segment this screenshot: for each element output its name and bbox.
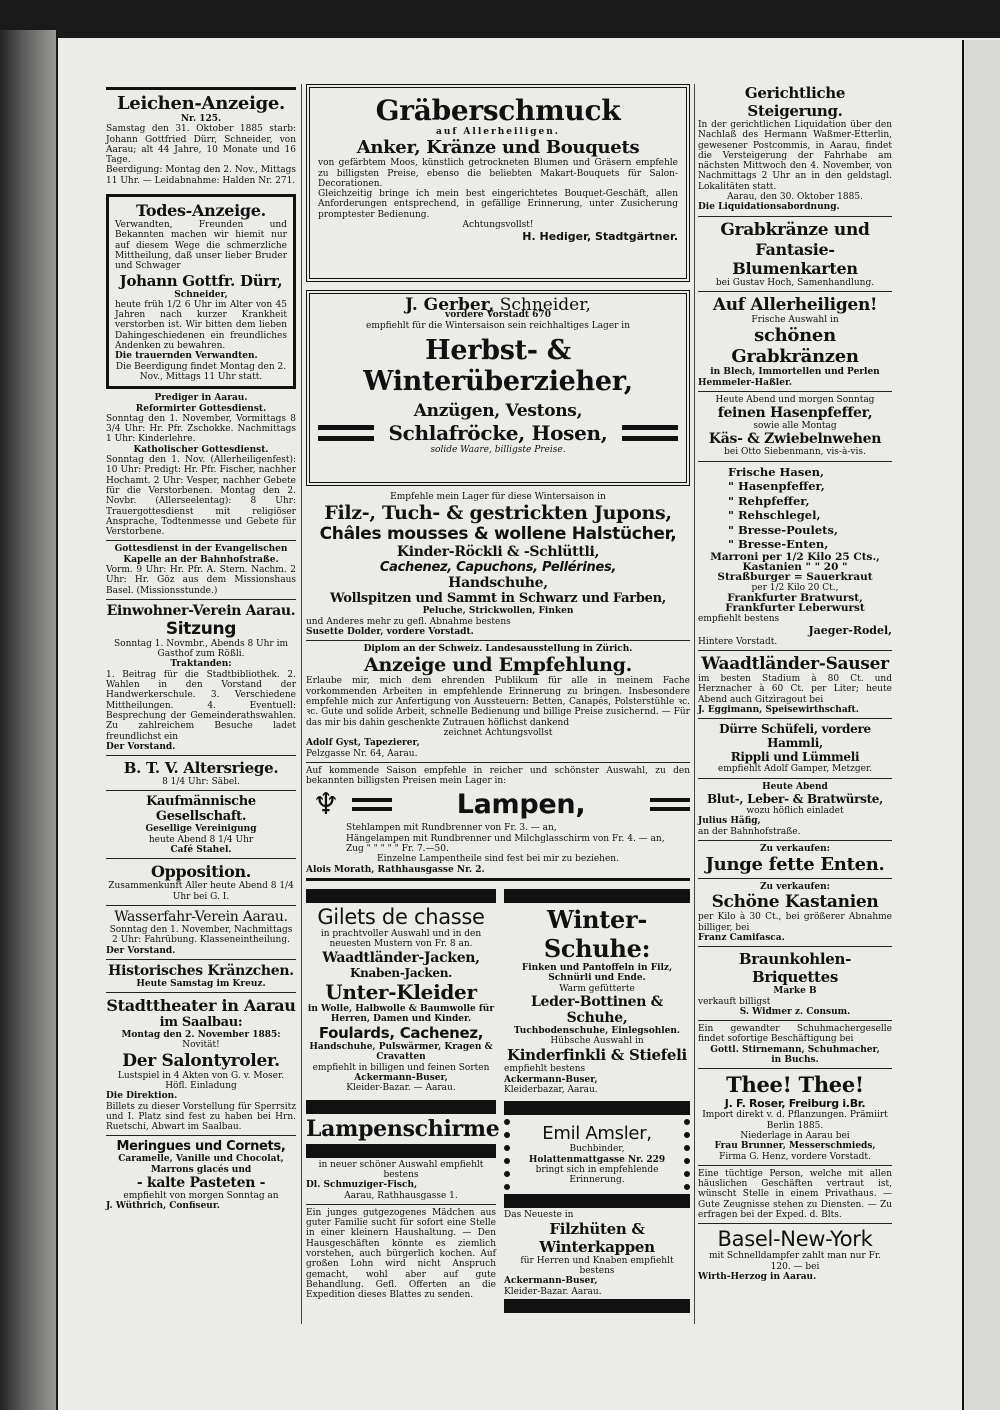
basel-sign: Wirth-Herzog in Aarau. — [698, 1271, 817, 1282]
gerber-intro: empfiehlt für die Wintersaison sein reichhaltiges Lager in — [366, 320, 630, 331]
gesell-sign: Gottl. Stirnemann, Schuhmacher, — [710, 1044, 880, 1055]
thee-sign: Frau Brunner, Messerschmieds, — [714, 1141, 876, 1152]
pfeffer-l3: Käs- & Zwiebelnwehen — [708, 431, 882, 448]
jaeger-l9: Straßburger = Sauerkraut — [717, 571, 873, 584]
gilets-l7: empfiehlt in billigen und feinen Sorten — [312, 1062, 490, 1073]
gilets-sign: Ackermann-Buser, — [354, 1073, 448, 1084]
gerber-deco-right — [622, 425, 678, 441]
gyst-text: Erlaube mir, mich dem ehrenden Publikum für alle in meinem Fache vorkommenden Arbeiten in empfehlende Erinnerung zu bringen. Insbesondere empfehle mich zur Anfertigung von Aussteuern: Betten, Canapés, Polsterstühle ꝛc. ꝛc. Gute und solide Arbeit, schnelle Bedienung und billige Preise zusichernd. — Für das mir bis dahin geschenkte Zutrauen höflichst dankend — [306, 676, 690, 728]
pfeffer-text: Heute Abend und morgen Sonntag — [715, 394, 875, 405]
schuhe-l5: Hübsche Auswahl in — [550, 1036, 644, 1047]
schuhe-ad — [504, 887, 690, 1315]
verein-when: Sonntag 1. Novmbr., Abends 8 Uhr im Gasthof zum Rößli. — [114, 638, 288, 660]
dolder-l4: Cachenez, Capuchons, Pellérines, — [379, 560, 617, 576]
graber-text: von gefärbtem Moos, künstlich getrockneten Blumen und Gräsern empfehle zu billigsten Preise, ebenso die beliebten Makart-Bouquets für Salon-Decorationen. — [318, 158, 678, 189]
graber-sub: auf Allerheiligen. — [436, 127, 560, 137]
dolder-l2: Châles mousses & wollene Halstücher, — [319, 524, 677, 545]
lampen-l1: Stehlampen mit Rundbrenner von Fr. 3. — an, — [346, 823, 557, 834]
oppo-title: Opposition. — [150, 862, 252, 882]
wurst-l1: Blut-, Leber- & Bratwürste, — [706, 791, 884, 806]
wasser-title: Wasserfahr-Verein Aarau. — [114, 908, 288, 925]
pfeffer-l2: sowie alle Montag — [753, 421, 837, 432]
verein-items: 1. Beitrag für die Stadtbibliothek. 2. Wahlen in den Vorstand der Handwerkerschule. 3. Verschiedene Mittheilungen. 4. Eventuell: Besprechung der Gemeinderathswahlen. Zu zahlreichem Besuche ladet freundlichst ein — [106, 669, 296, 742]
sauser-title: Waadtländer-Sauser — [701, 654, 889, 675]
church-evangelical-text: Vorm. 9 Uhr: Hr. Pfr. A. Stern. Nachm. 2 Uhr: Hr. Göz aus dem Missionshaus Basel. (Missionsstunde.) — [106, 564, 296, 596]
wurst-l0: Heute Abend — [762, 781, 828, 792]
church-catholic-text: Sonntag den 1. Nov. (Allerheiligenfest): 10 Uhr: Predigt: Hr. Pfr. Fischer, nachher Hochamt. 2 Uhr: Vesper, nachher Gebete für die Verstorbenen. Montag den 2. Novbr. (Allerseelentag): 8 Uhr: Trauergottesdienst mit religiöser Ansprache, Todtenmesse und Gebete für Verstorbene. — [106, 455, 296, 538]
gerber-name: J. Gerber, — [405, 295, 495, 315]
magd-text: Ein junges gutgezogenes Mädchen aus guter Familie sucht für sofort eine Stelle in einer kleinern Haushaltung. — Den Hausgeschäften könnte es ziemlich vorstehen, auch bürgerlich kochen. Auf großen Lohn wird nicht Anspruch gemacht, wohl aber auf gute Behandlung. Gefl. Offerten an die Expedition dieses Blattes zu senden. — [306, 1207, 496, 1301]
amsler-addr: Holattenmattgasse Nr. 229 — [528, 1154, 666, 1165]
kast-l0: Zu verkaufen: — [759, 882, 831, 893]
filz-addr: Kleider-Bazar. Aarau. — [504, 1286, 602, 1297]
church-evangelical: Gottesdienst in der Evangelischen Kapelle an der Bahnhofstraße. — [114, 544, 288, 565]
church-reformed-text: Sonntag den 1. November, Vormittags 8 3/4 Uhr: Hr. Pfr. Zschokke. Nachmittags 1 Uhr: Kinderlehre. — [106, 413, 296, 445]
graber-sign: H. Hediger, Stadtgärtner. — [522, 230, 678, 244]
jaeger-l8: Kastanien " " 20 " — [742, 561, 848, 574]
brik-sign: S. Widmer z. Consum. — [739, 1006, 851, 1017]
jaeger-addr: Hintere Vorstadt. — [698, 636, 778, 647]
church-title: Prediger in Aarau. — [154, 393, 248, 404]
dolder-sign: Susette Dolder, vordere Vorstadt. — [306, 626, 474, 637]
gilets-title: Gilets de chasse — [317, 904, 485, 929]
jaeger-l13: empfiehlt bestens — [698, 613, 780, 624]
lampen-ad — [306, 766, 690, 875]
schuhe-l7: empfiehlt bestens — [504, 1064, 586, 1075]
filz-text: für Herren und Knaben empfiehlt bestens — [520, 1255, 674, 1277]
death-notice-role: Schneider, — [174, 289, 228, 300]
schuhe-l1: Finken und Pantoffeln in Filz, Schnürli und Ende. — [521, 962, 673, 984]
schirme-addr: Aarau, Rathhausgasse 1. — [344, 1190, 458, 1201]
hist-text: Heute Samstag im Kreuz. — [136, 978, 266, 989]
thee-title: Thee! Thee! — [726, 1072, 864, 1098]
pfeffer-l1: feinen Hasenpfeffer, — [717, 405, 873, 422]
death-notice-sign: Die trauernden Verwandten. — [115, 351, 258, 362]
dolder-ad — [306, 492, 690, 637]
column-right — [698, 84, 892, 1282]
obituary-body: Samstag den 31. Oktober 1885 starb: Johann Gottfried Dürr, Schneider, von Aarau; alt 44 Jahre, 10 Monate und 16 Tage. — [106, 124, 296, 166]
hist-title: Historisches Kränzchen. — [108, 962, 294, 979]
enten-l0: Zu verkaufen: — [759, 843, 831, 854]
jaeger-l1: Frische Hasen, — [728, 464, 825, 479]
dolder-l8: und Anderes mehr zu gefl. Abnahme bestens — [306, 616, 511, 627]
gerber-ad — [306, 290, 690, 486]
column-middle — [306, 84, 690, 1315]
filz-intro: Das Neueste in — [504, 1209, 574, 1220]
gamper-l1: Dürre Schüfeli, vordere Hammli, — [719, 722, 871, 751]
jaeger-l10: per 1/2 Kilo 20 Ct., — [751, 582, 839, 593]
gilets-l3: Unter-Kleider — [325, 979, 477, 1004]
brik-sub: Marke B — [773, 986, 817, 997]
jaeger-list — [698, 465, 892, 552]
lampen-sign: Alois Morath, Rathhausgasse Nr. 2. — [306, 864, 485, 875]
allerh-sign: Hemmeler-Haßler. — [698, 377, 792, 388]
gyst-title: Anzeige und Empfehlung. — [364, 654, 632, 677]
mering-text: empfiehlt von morgen Sonntag an — [123, 1191, 279, 1202]
kauf-title: Kaufmännische Gesellschaft. — [146, 794, 256, 825]
jaeger-l3: " Rehpfeffer, — [728, 493, 810, 508]
basel-title: Basel-New-York — [717, 1227, 873, 1252]
thee-sub: J. F. Roser, Freiburg i.Br. — [724, 1097, 866, 1111]
death-notice — [106, 194, 296, 389]
schuhe-l2: Warm gefütterte — [559, 983, 635, 994]
gesell-addr: in Buchs. — [771, 1055, 819, 1066]
gericht-text: In der gerichtlichen Liquidation über den Nachlaß des Hermann Waßmer-Etterlin, gewesener Postcommis, in Aarau, findet die Versteigerung der Fahrhabe am nächsten Mittwoch den 4. November, von Nachmittags 2 Uhr an in den geldstagl. Lokalitäten statt. — [698, 120, 892, 192]
schuhe-sign: Ackermann-Buser, — [504, 1074, 598, 1085]
lampen-l3: Zug " " " " " Fr. 7.—50. — [346, 844, 449, 855]
verein-sitzung: Sitzung — [165, 618, 237, 639]
lampen-l4: Einzelne Lampentheile sind fest bei mir zu beziehen. — [377, 854, 619, 865]
gyst-sign: Adolf Gyst, Tapezierer, — [306, 738, 420, 749]
gilets-l1: Waadtländer-Jacken, — [322, 949, 480, 966]
allerh-l2: in Blech, Immortellen und Perlen — [710, 367, 880, 378]
gerber-foot: solide Waare, billigste Preise. — [430, 444, 566, 455]
jaeger-l6: " Bresse-Enten, — [728, 537, 829, 552]
death-notice-intro: Verwandten, Freunden und Bekannten machen wir hiemit nur auf diesem Wege die schmerzliche Mittheilung, daß unser lieber Bruder und Schwager — [115, 220, 287, 272]
gilets-l5: Foulards, Cachenez, — [318, 1024, 484, 1043]
gyst-addr: Pelzgasse Nr. 64, Aarau. — [306, 748, 418, 759]
death-notice-body: heute früh 1/2 6 Uhr im Alter von 45 Jahren nach kurzer Krankheit verstorben ist. Wir bitten dem lieben Dahingeschiedenen ein freundliches Andenken zu bewahren. — [115, 299, 287, 352]
graber-ad — [306, 84, 690, 282]
wurst-addr: an der Bahnhofstraße. — [698, 826, 801, 837]
mering-items: Caramelle, Vanille und Chocolat, Marrons glacés und — [118, 1154, 284, 1175]
gerber-line3: Schlafröcke, Hosen, — [388, 420, 608, 445]
gericht-title: Gerichtliche Steigerung. — [744, 84, 846, 120]
gamper-sign: empfiehlt Adolf Gamper, Metzger. — [717, 764, 873, 775]
theater-novitaet: Novität! — [182, 1040, 220, 1051]
kast-title: Schöne Kastanien — [711, 892, 879, 913]
amsler-sub: Buchbinder, — [569, 1144, 625, 1155]
gerber-role: Schneider, — [499, 295, 591, 315]
thee-text2: Niederlage in Aarau bei — [740, 1130, 850, 1141]
jaeger-l4: " Rehschlegel, — [728, 508, 821, 523]
gamper-l2: Rippli und Lümmeli — [730, 750, 860, 765]
gyst-diplom: Diplom an der Schweiz. Landesausstellung in Zürich. — [363, 644, 633, 655]
wasser-text: Sonntag den 1. November, Nachmittags 2 Uhr: Fahrübung. Klasseneintheilung. — [109, 924, 293, 946]
dolder-l1: Filz-, Tuch- & gestrickten Jupons, — [324, 502, 672, 525]
wurst-sign: Julius Häfig, — [698, 816, 761, 827]
amsler-ad — [504, 1119, 690, 1189]
next-page-edge — [962, 40, 1000, 1410]
filz-sign: Ackermann-Buser, — [504, 1276, 598, 1287]
theater-sign: Die Direktion. — [106, 1091, 178, 1102]
theater-date: Montag den 2. November 1885: — [121, 1030, 281, 1041]
lampen-title: Lampen, — [456, 789, 586, 821]
kast-sign: Franz Camifasca. — [698, 932, 785, 943]
dolder-l5: Handschuhe, — [448, 575, 548, 592]
schirme-sign: Dl. Schmuziger-Fisch, — [306, 1180, 418, 1191]
column-divider-2 — [694, 84, 695, 1324]
filz-title: Filzhüten & Winterkappen — [539, 1219, 655, 1256]
schuhe-title: Winter-Schuhe: — [543, 904, 651, 963]
mering-sign: J. Wüthrich, Confiseur. — [106, 1201, 220, 1212]
theater-title: Stadttheater in Aarau — [106, 996, 296, 1016]
death-notice-title: Todes-Anzeige. — [136, 201, 266, 221]
church-catholic: Katholischer Gottesdienst. — [133, 444, 269, 455]
grab-l1: Grabkränze und — [720, 219, 870, 240]
btv-title: B. T. V. Altersriege. — [123, 759, 279, 778]
lampen-intro: Auf kommende Saison empfehle in reicher und schönster Auswahl, zu den bekannten billigsten Preisen mein Lager in: — [306, 765, 690, 787]
schuhe-l6: Kinderfinkli & Stiefeli — [507, 1046, 687, 1065]
gilets-l4: in Wolle, Halbwolle & Baumwolle für Herren, Damen und Kinder. — [307, 1003, 495, 1024]
mering-kalte: - kalte Pasteten - — [136, 1175, 266, 1192]
schirme-text: in neuer schöner Auswahl empfiehlt bestens — [318, 1159, 484, 1180]
jaeger-l5: " Bresse-Poulets, — [728, 522, 838, 537]
schuhe-l4: Tuchbodenschuhe, Einlegsohlen. — [513, 1025, 681, 1036]
jaeger-l2: " Hasenpfeffer, — [728, 479, 825, 494]
jaeger-l7: Marroni per 1/2 Kilo 25 Cts., — [710, 550, 880, 563]
sauser-sign: J. Eggimann, Speisewirthschaft. — [698, 705, 859, 716]
death-notice-name: Johann Gottfr. Dürr, — [119, 271, 283, 290]
kauf-sub: Gesellige Vereinigung — [145, 824, 257, 835]
schuhe-addr: Kleiderbazar, Aarau. — [504, 1085, 598, 1096]
sauser-text: im besten Stadium à 80 Ct. und Herznacher à 60 Ct. per Liter; heute Abend auch Gitzìragout bei — [698, 674, 892, 705]
lampen-deco-left — [352, 798, 392, 811]
schirme-title: Lampenschirme — [306, 1115, 500, 1142]
thee-addr: Firma G. Henz, vordere Vorstadt. — [719, 1151, 871, 1162]
jaeger-sign: Jaeger-Rodel, — [808, 623, 892, 637]
theater-tickets: Billets zu dieser Vorstellung für Sperrsitz und I. Platz sind fest zu haben bei Hrn. Ruetschi, Abwart im Saalbau. — [106, 1101, 296, 1133]
wasser-sign: Der Vorstand. — [106, 945, 176, 956]
lampen-l2: Hängelampen mit Rundbrenner und Milchglasschirm von Fr. 4. — an, — [346, 833, 665, 844]
gerber-line2: Anzügen, Vestons, — [413, 400, 583, 421]
amsler-text: bringt sich in empfehlende Erinnerung. — [535, 1164, 659, 1186]
gerber-main: Herbst- & Winterüberzieher, — [363, 334, 633, 397]
dolder-l6: Wollspitzen und Sammt in Schwarz und Farben, — [330, 591, 666, 607]
column-divider-1 — [301, 84, 302, 1324]
person-text: Eine tüchtige Person, welche mit allen häuslichen Geschäften vertraut ist, wünscht Stelle in einem Privathaus. — Gute Zeugnisse stehen zu Diensten. — Zu erfragen bei der Exped. d. Blts. — [698, 1168, 892, 1221]
verein-title: Einwohner-Verein Aarau. — [106, 602, 296, 619]
book-binding-edge — [0, 30, 56, 1410]
column-left — [106, 84, 296, 1212]
brik-title: Braunkohlen-Briquettes — [738, 950, 852, 987]
allerh-l1: schönen Grabkränzen — [731, 325, 859, 368]
gilets-l6: Handschuhe, Pulswärmer, Kragen & Cravatten — [309, 1042, 493, 1063]
theater-sub: im Saalbau: — [159, 1015, 243, 1031]
kauf-text: heute Abend 8 1/4 Uhr — [148, 834, 254, 845]
dolder-l3: Kinder-Röckli & -Schlüttli, — [396, 544, 600, 561]
jaeger-l11: Frankfurter Bratwurst, — [727, 591, 863, 604]
graber-text2: Gleichzeitig bringe ich mein best eingerichtetes Bouquet-Geschäft, allen Anforderungen entsprechend, in gefällige Erinnerung, unter Zusicherung promptester Bedienung. — [318, 189, 678, 220]
gerber-deco-left — [318, 425, 374, 441]
church-reformed: Reformirter Gottesdienst. — [135, 403, 267, 414]
brik-text: verkauft billigst — [698, 996, 771, 1007]
gerber-addr: vordere Vorstadt 670 — [445, 310, 551, 321]
oppo-text: Zusammenkunft Aller heute Abend 8 1/4 Uhr bei G. I. — [108, 881, 294, 902]
theater-desc: Lustspiel in 4 Akten von G. v. Moser. Höfl. Einladung — [117, 1070, 285, 1091]
grab-l2: Fantasie-Blumenkarten — [732, 239, 858, 278]
enten-title: Junge fette Enten. — [705, 854, 885, 876]
graber-items: Anker, Kränze und Bouquets — [356, 137, 640, 159]
verein-sign: Der Vorstand. — [106, 741, 176, 752]
lampen-deco-right — [650, 798, 690, 811]
btv-text: 8 1/4 Uhr: Säbel. — [162, 777, 240, 788]
allerh-title: Auf Allerheiligen! — [712, 294, 878, 315]
basel-text: mit Schnelldampfer zahlt man nur Fr. 120. — bei — [708, 1251, 881, 1272]
gericht-date: Aarau, den 30. Oktober 1885. — [727, 192, 863, 203]
graber-title: Gräberschmuck — [375, 94, 621, 127]
theater-play: Der Salontyroler. — [122, 1050, 280, 1071]
amsler-title: Emil Amsler, — [542, 1123, 652, 1145]
kauf-place: Café Stahel. — [170, 845, 232, 856]
gilets-text: in prachtvoller Auswahl und in den neuesten Mustern von Fr. 8 an. — [320, 928, 482, 950]
gericht-sign: Die Liquidationsabordnung. — [698, 202, 840, 213]
gesell-text: Ein gewandter Schuhmachergeselle findet sofortige Beschäftigung bei — [698, 1024, 892, 1045]
verein-traktanden: Traktanden: — [170, 659, 232, 670]
graber-greet: Achtungsvollst! — [462, 220, 534, 231]
obituary-number: Nr. 125. — [180, 114, 222, 124]
gyst-greet: zeichnet Achtungsvollst — [443, 727, 553, 738]
mering-title: Meringues und Cornets, — [116, 1139, 286, 1155]
kast-text: per Kilo à 30 Ct., bei größerer Abnahme billiger, bei — [698, 912, 892, 933]
lamp-icon: ♆ — [312, 786, 340, 822]
obituary-funeral: Beerdigung: Montag den 2. Nov., Mittags 11 Uhr. — Leidabnahme: Halden Nr. 271. — [106, 165, 296, 186]
dolder-intro: Empfehle mein Lager für diese Wintersaison in — [390, 492, 606, 502]
jaeger-l12: Frankfurter Leberwurst — [725, 602, 865, 615]
gyst-ad — [306, 644, 690, 759]
obituary-title: Leichen-Anzeige. — [116, 93, 286, 114]
dolder-l7: Peluche, Strickwollen, Finken — [422, 606, 574, 617]
thee-text: Import direkt v. d. Pflanzungen. Prämiirt Berlin 1885. — [702, 1110, 888, 1131]
schuhe-l3: Leder-Bottinen & Schuhe, — [530, 993, 664, 1026]
death-notice-funeral: Die Beerdigung findet Montag den 2. Nov., Mittags 11 Uhr statt. — [115, 361, 287, 382]
wurst-text: wozu höflich einladet — [746, 805, 844, 816]
gilets-ad — [306, 887, 500, 1315]
grab-text: bei Gustav Hoch, Samenhandlung. — [715, 277, 875, 288]
gilets-l2: Knaben-Jacken. — [349, 965, 453, 980]
allerh-sub: Frische Auswahl in — [751, 314, 839, 325]
pfeffer-sign: bei Otto Siebenmann, vis-à-vis. — [724, 447, 866, 458]
gilets-addr: Kleider-Bazar. — Aarau. — [346, 1083, 456, 1094]
